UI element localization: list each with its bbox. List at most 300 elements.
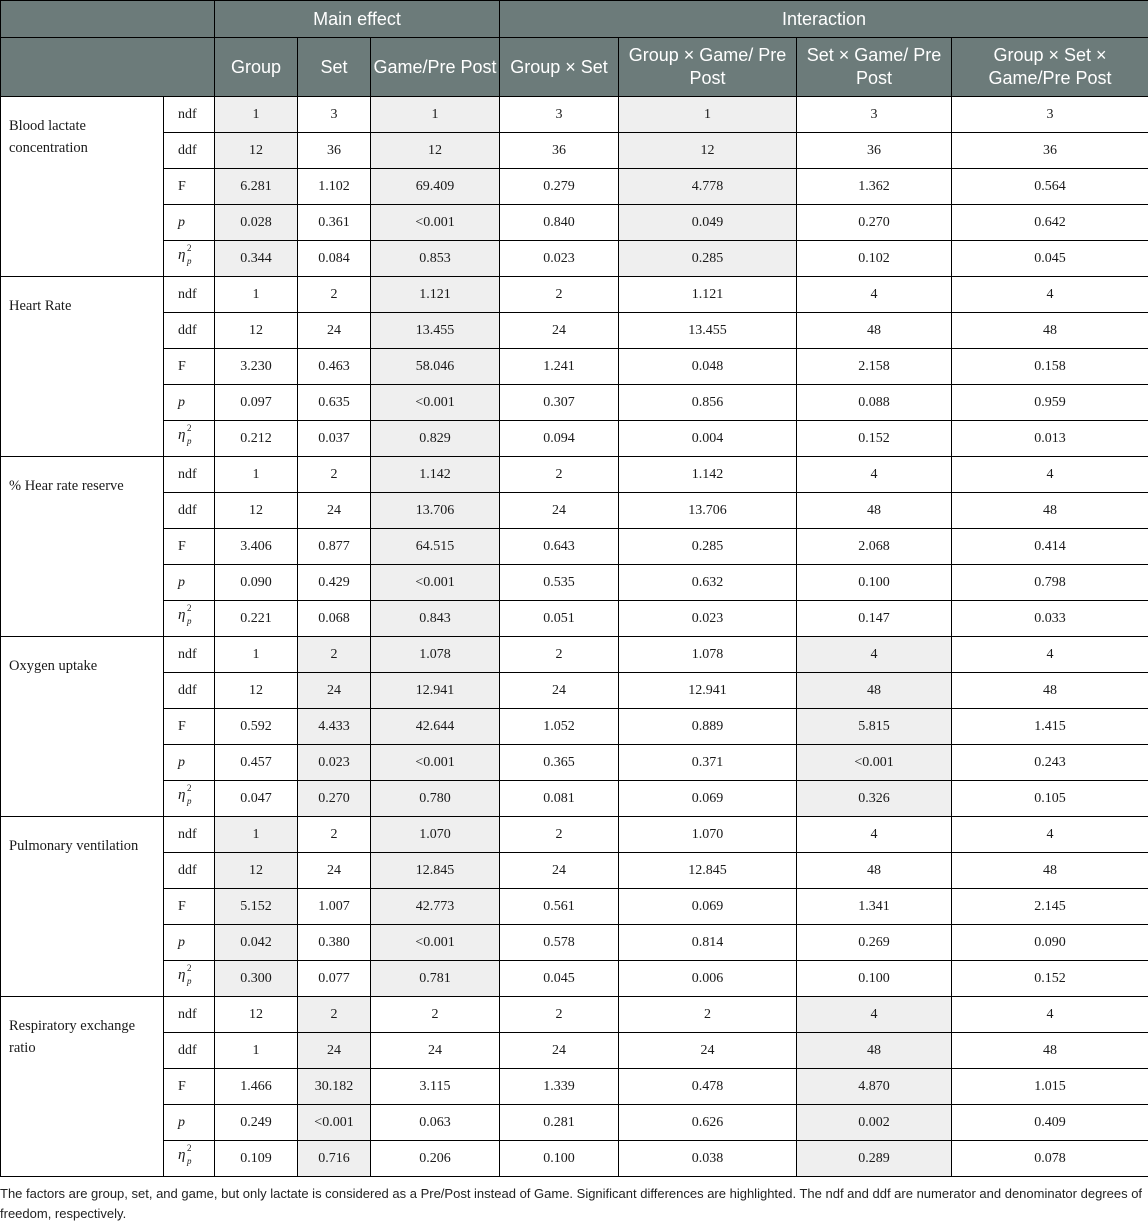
eta-squared-symbol: [178, 1143, 194, 1166]
table-cell: 69.409: [371, 169, 500, 205]
eta-superscript: 2: [187, 423, 192, 433]
table-cell: 24: [500, 673, 619, 709]
table-cell: 24: [298, 853, 371, 889]
stat-label-eta: [164, 241, 215, 277]
table-cell: 0.643: [500, 529, 619, 565]
table-cell: 0.243: [952, 745, 1148, 781]
stat-label-ddf: [164, 1033, 215, 1069]
table-row: [1, 349, 1148, 385]
stat-label-ddf: [164, 133, 215, 169]
table-cell: 0.002: [797, 1105, 952, 1141]
table-cell: 0.045: [500, 961, 619, 997]
table-cell: 4: [797, 277, 952, 313]
table-cell: 13.706: [619, 493, 797, 529]
table-cell: 0.152: [952, 961, 1148, 997]
table-cell: 48: [797, 853, 952, 889]
measure-label: Oxygen uptake: [1, 637, 164, 817]
table-cell: 0.270: [298, 781, 371, 817]
table-row: [1, 133, 1148, 169]
table-cell: 1: [371, 97, 500, 133]
table-cell: 2.068: [797, 529, 952, 565]
table-cell: 1.070: [619, 817, 797, 853]
table-cell: 0.049: [619, 205, 797, 241]
table-cell: 0.068: [298, 601, 371, 637]
table-cell: 2: [500, 817, 619, 853]
stat-label-eta: [164, 781, 215, 817]
table-cell: 6.281: [215, 169, 298, 205]
table-cell: 0.206: [371, 1141, 500, 1177]
eta-glyph: η: [178, 247, 186, 263]
table-cell: 0.004: [619, 421, 797, 457]
stat-text: ndf: [178, 466, 197, 482]
table-cell: 2: [500, 277, 619, 313]
table-cell: 3: [298, 97, 371, 133]
table-row: [1, 1069, 1148, 1105]
header-corner-blank: [1, 38, 215, 97]
stat-text: ddf: [178, 322, 197, 338]
eta-superscript: 2: [187, 783, 192, 793]
measure-label: Heart Rate: [1, 277, 164, 457]
table-cell: 1.415: [952, 709, 1148, 745]
table-cell: 3: [500, 97, 619, 133]
table-cell: 2: [500, 637, 619, 673]
table-cell: 36: [500, 133, 619, 169]
table-row: [1, 385, 1148, 421]
table-cell: 24: [500, 1033, 619, 1069]
stat-text: p: [178, 394, 185, 410]
table-cell: 1.121: [371, 277, 500, 313]
table-cell: 4: [797, 637, 952, 673]
table-cell: 4: [797, 997, 952, 1033]
table-row: [1, 925, 1148, 961]
table-cell: 0.100: [797, 961, 952, 997]
eta-superscript: 2: [187, 243, 192, 253]
header-row-columns: [1, 38, 1148, 97]
table-cell: 1.142: [371, 457, 500, 493]
table-row: [1, 601, 1148, 637]
eta-subscript: p: [187, 796, 192, 806]
table-cell: 0.270: [797, 205, 952, 241]
table-cell: 2: [371, 997, 500, 1033]
table-cell: 0.097: [215, 385, 298, 421]
col-header-group-x-set: Group × Set: [500, 38, 619, 97]
measure-label: % Hear rate reserve: [1, 457, 164, 637]
table-cell: 0.100: [797, 565, 952, 601]
table-cell: 0.033: [952, 601, 1148, 637]
stat-label-f: [164, 889, 215, 925]
table-cell: 5.815: [797, 709, 952, 745]
table-cell: 1.078: [371, 637, 500, 673]
table-cell: 0.632: [619, 565, 797, 601]
stat-label-ddf: [164, 853, 215, 889]
table-cell: 1: [215, 1033, 298, 1069]
table-cell: 1.142: [619, 457, 797, 493]
table-cell: 48: [952, 673, 1148, 709]
col-header-set-x-game: Set × Game/ Pre Post: [797, 38, 952, 97]
col-header-game-prepost: Game/Pre Post: [371, 38, 500, 97]
table-cell: 1: [215, 637, 298, 673]
table-row: [1, 637, 1148, 673]
stat-text: ddf: [178, 142, 197, 158]
table-cell: 48: [952, 493, 1148, 529]
table-cell: 0.084: [298, 241, 371, 277]
stat-label-eta: [164, 601, 215, 637]
eta-glyph: η: [178, 1147, 186, 1163]
table-cell: 0.249: [215, 1105, 298, 1141]
stat-label-p: [164, 925, 215, 961]
stat-label-f: [164, 169, 215, 205]
table-cell: 0.063: [371, 1105, 500, 1141]
table-cell: 0.361: [298, 205, 371, 241]
table-cell: 12.845: [619, 853, 797, 889]
stat-text: F: [178, 178, 186, 194]
table-cell: 48: [952, 313, 1148, 349]
table-cell: 0.457: [215, 745, 298, 781]
col-header-group: Group: [215, 38, 298, 97]
stat-label-ndf: [164, 997, 215, 1033]
table-cell: 0.078: [952, 1141, 1148, 1177]
table-cell: 5.152: [215, 889, 298, 925]
stat-label-f: [164, 529, 215, 565]
table-cell: 2: [298, 457, 371, 493]
stat-text: ddf: [178, 1042, 197, 1058]
table-cell: 24: [298, 1033, 371, 1069]
table-cell: 0.077: [298, 961, 371, 997]
table-row: [1, 853, 1148, 889]
table-cell: 0.877: [298, 529, 371, 565]
table-cell: 0.038: [619, 1141, 797, 1177]
table-cell: 0.023: [619, 601, 797, 637]
table-cell: 0.069: [619, 889, 797, 925]
table-cell: 1.102: [298, 169, 371, 205]
table-cell: <0.001: [298, 1105, 371, 1141]
table-cell: 0.829: [371, 421, 500, 457]
table-cell: 2: [298, 277, 371, 313]
table-cell: 0.023: [298, 745, 371, 781]
table-cell: 0.478: [619, 1069, 797, 1105]
table-cell: <0.001: [371, 745, 500, 781]
table-body: [1, 97, 1148, 1177]
table-cell: 0.109: [215, 1141, 298, 1177]
table-row: [1, 97, 1148, 133]
table-cell: 0.959: [952, 385, 1148, 421]
table-cell: 4: [952, 457, 1148, 493]
eta-squared-symbol: [178, 963, 194, 986]
stat-label-p: [164, 565, 215, 601]
stat-label-p: [164, 745, 215, 781]
table-cell: 0.281: [500, 1105, 619, 1141]
stat-text: F: [178, 898, 186, 914]
table-cell: 0.088: [797, 385, 952, 421]
table-cell: 0.045: [952, 241, 1148, 277]
eta-subscript: p: [187, 616, 192, 626]
table-cell: 24: [500, 493, 619, 529]
table-cell: <0.001: [371, 925, 500, 961]
table-cell: 0.635: [298, 385, 371, 421]
table-cell: 24: [619, 1033, 797, 1069]
table-cell: 4.433: [298, 709, 371, 745]
table-row: [1, 961, 1148, 997]
table-row: [1, 493, 1148, 529]
table-cell: 13.455: [619, 313, 797, 349]
stat-label-ndf: [164, 457, 215, 493]
table-cell: 0.365: [500, 745, 619, 781]
table-cell: 0.037: [298, 421, 371, 457]
stat-text: F: [178, 718, 186, 734]
table-cell: 1: [619, 97, 797, 133]
table-cell: 4: [952, 637, 1148, 673]
table-cell: 48: [952, 853, 1148, 889]
table-cell: 4.778: [619, 169, 797, 205]
table-cell: 0.102: [797, 241, 952, 277]
table-cell: 1.070: [371, 817, 500, 853]
eta-glyph: η: [178, 967, 186, 983]
table-row: [1, 169, 1148, 205]
table-cell: 0.047: [215, 781, 298, 817]
header-row-groups: [1, 1, 1148, 38]
col-header-set: Set: [298, 38, 371, 97]
table-cell: 48: [797, 493, 952, 529]
eta-squared-symbol: [178, 423, 194, 446]
table-cell: 1.341: [797, 889, 952, 925]
table-cell: 24: [298, 313, 371, 349]
table-cell: 13.706: [371, 493, 500, 529]
table-row: [1, 1033, 1148, 1069]
table-row: [1, 205, 1148, 241]
table-cell: 0.780: [371, 781, 500, 817]
stat-label-ndf: [164, 277, 215, 313]
table-row: [1, 457, 1148, 493]
eta-glyph: η: [178, 427, 186, 443]
table-cell: 13.455: [371, 313, 500, 349]
table-cell: 3.406: [215, 529, 298, 565]
table-cell: 0.023: [500, 241, 619, 277]
table-cell: 0.429: [298, 565, 371, 601]
table-cell: 12.941: [619, 673, 797, 709]
table-cell: 12: [215, 313, 298, 349]
table-cell: 0.535: [500, 565, 619, 601]
table-cell: 0.100: [500, 1141, 619, 1177]
table-cell: 4: [952, 817, 1148, 853]
table-cell: 1.362: [797, 169, 952, 205]
table-row: [1, 709, 1148, 745]
stat-label-p: [164, 205, 215, 241]
table-footnote: The factors are group, set, and game, but only lactate is considered as a Pre/Post instead of Game. Significant differences are highlighted. The ndf and ddf are numerator and denominator degrees of freedom, respectively.: [0, 1186, 1143, 1221]
eta-squared-symbol: [178, 243, 194, 266]
table-cell: 0.279: [500, 169, 619, 205]
table-cell: 0.300: [215, 961, 298, 997]
stat-text: p: [178, 934, 185, 950]
table-cell: 3: [952, 97, 1148, 133]
stat-label-p: [164, 385, 215, 421]
table-cell: 24: [298, 673, 371, 709]
col-header-group-x-game: Group × Game/ Pre Post: [619, 38, 797, 97]
table-cell: 0.716: [298, 1141, 371, 1177]
table-cell: 1.466: [215, 1069, 298, 1105]
table-cell: 4: [952, 277, 1148, 313]
table-cell: 4: [797, 457, 952, 493]
table-cell: 0.889: [619, 709, 797, 745]
table-cell: 0.371: [619, 745, 797, 781]
table-cell: 0.561: [500, 889, 619, 925]
table-cell: 3: [797, 97, 952, 133]
table-cell: 48: [797, 673, 952, 709]
stat-text: p: [178, 1114, 185, 1130]
table-cell: 1: [215, 817, 298, 853]
table-cell: 48: [952, 1033, 1148, 1069]
table-row: [1, 997, 1148, 1033]
stat-text: F: [178, 358, 186, 374]
eta-superscript: 2: [187, 1143, 192, 1153]
header-corner: [1, 1, 215, 38]
stat-label-f: [164, 349, 215, 385]
table-cell: 12: [215, 673, 298, 709]
stat-text: F: [178, 538, 186, 554]
table-cell: 2: [298, 997, 371, 1033]
table-cell: 0.081: [500, 781, 619, 817]
stat-text: ddf: [178, 502, 197, 518]
table-cell: 58.046: [371, 349, 500, 385]
table-cell: 1: [215, 457, 298, 493]
stat-label-ndf: [164, 637, 215, 673]
eta-superscript: 2: [187, 963, 192, 973]
table-cell: 2: [500, 457, 619, 493]
table-cell: 0.105: [952, 781, 1148, 817]
table-cell: <0.001: [371, 565, 500, 601]
table-cell: 0.147: [797, 601, 952, 637]
table-cell: 0.028: [215, 205, 298, 241]
table-cell: 0.285: [619, 241, 797, 277]
table-cell: 0.158: [952, 349, 1148, 385]
table-cell: 0.048: [619, 349, 797, 385]
table-cell: 0.221: [215, 601, 298, 637]
table-cell: 12.845: [371, 853, 500, 889]
stat-label-ddf: [164, 313, 215, 349]
table-cell: 1.015: [952, 1069, 1148, 1105]
eta-subscript: p: [187, 1156, 192, 1166]
table-cell: 0.856: [619, 385, 797, 421]
stat-text: ndf: [178, 826, 197, 842]
table-cell: 12: [215, 133, 298, 169]
table-cell: 1.339: [500, 1069, 619, 1105]
table-cell: 2.145: [952, 889, 1148, 925]
table-row: [1, 1105, 1148, 1141]
table-cell: 36: [298, 133, 371, 169]
stat-text: p: [178, 214, 185, 230]
table-cell: 24: [298, 493, 371, 529]
table-row: [1, 781, 1148, 817]
table-cell: 0.781: [371, 961, 500, 997]
table-cell: 1.007: [298, 889, 371, 925]
stat-text: F: [178, 1078, 186, 1094]
table-cell: 0.814: [619, 925, 797, 961]
table-cell: 12.941: [371, 673, 500, 709]
table-row: [1, 313, 1148, 349]
table-cell: 0.798: [952, 565, 1148, 601]
stat-label-eta: [164, 421, 215, 457]
table-cell: 0.344: [215, 241, 298, 277]
table-cell: 4: [952, 997, 1148, 1033]
table-cell: 1.052: [500, 709, 619, 745]
table-cell: 0.853: [371, 241, 500, 277]
stat-text: ndf: [178, 286, 197, 302]
table-cell: 0.090: [215, 565, 298, 601]
measure-label: Pulmonary ventilation: [1, 817, 164, 997]
table-cell: 0.269: [797, 925, 952, 961]
stat-text: p: [178, 574, 185, 590]
table-cell: 30.182: [298, 1069, 371, 1105]
table-cell: 0.463: [298, 349, 371, 385]
eta-squared-symbol: [178, 783, 194, 806]
table-cell: 0.564: [952, 169, 1148, 205]
table-cell: 12: [215, 493, 298, 529]
eta-superscript: 2: [187, 603, 192, 613]
table-cell: 0.414: [952, 529, 1148, 565]
table-cell: 48: [797, 1033, 952, 1069]
table-cell: 0.840: [500, 205, 619, 241]
eta-squared-symbol: [178, 603, 194, 626]
table-row: [1, 1141, 1148, 1177]
table-cell: 0.285: [619, 529, 797, 565]
table-cell: 24: [500, 853, 619, 889]
stat-label-ndf: [164, 97, 215, 133]
table-cell: 2: [619, 997, 797, 1033]
table-row: [1, 673, 1148, 709]
table-cell: 2: [298, 637, 371, 673]
table-cell: 0.642: [952, 205, 1148, 241]
col-header-group-x-set-x-game: Group × Set × Game/Pre Post: [952, 38, 1148, 97]
stat-text: ndf: [178, 1006, 197, 1022]
eta-subscript: p: [187, 256, 192, 266]
measure-label: Respiratory exchange ratio: [1, 997, 164, 1177]
table-cell: 0.409: [952, 1105, 1148, 1141]
stat-label-ndf: [164, 817, 215, 853]
table-cell: 12: [371, 133, 500, 169]
table-cell: 0.013: [952, 421, 1148, 457]
table-cell: 0.069: [619, 781, 797, 817]
table-cell: 24: [500, 313, 619, 349]
measure-label: Blood lactate concentration: [1, 97, 164, 277]
table-row: [1, 421, 1148, 457]
table-cell: 0.289: [797, 1141, 952, 1177]
table-cell: 2: [500, 997, 619, 1033]
table-cell: 3.230: [215, 349, 298, 385]
table-cell: 0.042: [215, 925, 298, 961]
stat-text: p: [178, 754, 185, 770]
table-cell: 1: [215, 277, 298, 313]
table-cell: 0.326: [797, 781, 952, 817]
table-cell: 0.212: [215, 421, 298, 457]
table-cell: <0.001: [797, 745, 952, 781]
stat-text: ndf: [178, 106, 197, 122]
table-cell: 12: [215, 997, 298, 1033]
table-cell: 1.121: [619, 277, 797, 313]
table-cell: 42.773: [371, 889, 500, 925]
table-cell: 0.090: [952, 925, 1148, 961]
table-row: [1, 745, 1148, 781]
stat-label-f: [164, 1069, 215, 1105]
table-row: [1, 565, 1148, 601]
stat-label-eta: [164, 1141, 215, 1177]
stat-label-f: [164, 709, 215, 745]
table-cell: 0.006: [619, 961, 797, 997]
table-cell: 0.094: [500, 421, 619, 457]
table-cell: 0.578: [500, 925, 619, 961]
eta-subscript: p: [187, 976, 192, 986]
table-cell: 0.592: [215, 709, 298, 745]
stat-label-p: [164, 1105, 215, 1141]
table-cell: 1.241: [500, 349, 619, 385]
